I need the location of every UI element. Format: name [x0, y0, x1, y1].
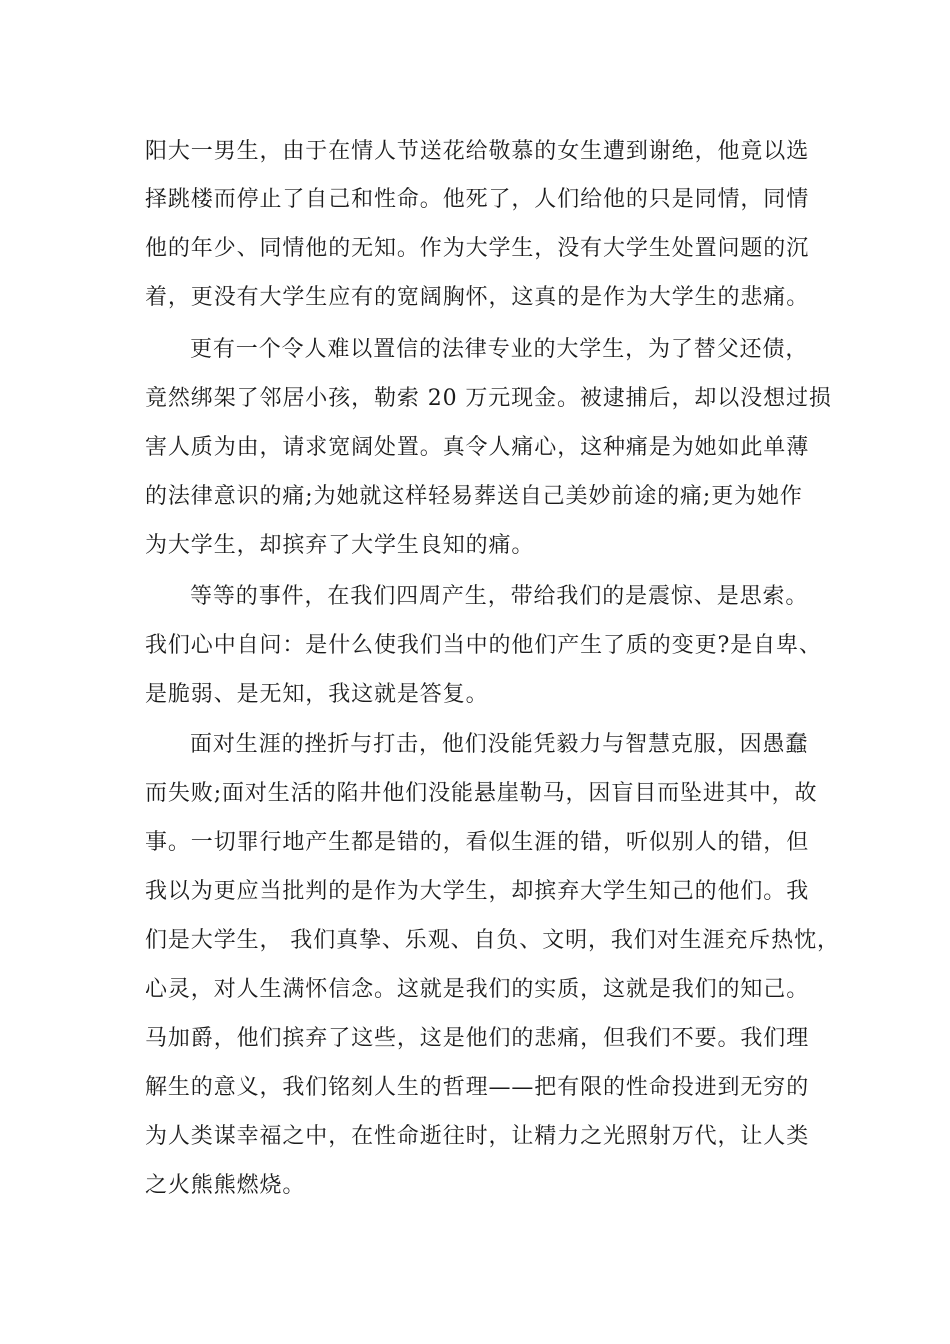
- paragraph-4-line-2: 而失败;面对生活的陷井他们没能悬崖勒马，因盲目而坠进其中，故: [145, 781, 818, 806]
- paragraph-2-line-3: 害人质为由，请求宽阔处置。真令人痛心，这种痛是为她如此单薄: [145, 435, 810, 460]
- paragraph-3-line-1: 等等的事件，在我们四周产生，带给我们的是震惊、是思索。: [190, 584, 809, 609]
- paragraph-3-line-2: 我们心中自问：是什么使我们当中的他们产生了质的变更?是自卑、: [145, 633, 822, 658]
- paragraph-2-line-1: 更有一个令人难以置信的法律专业的大学生，为了替父还债，: [190, 337, 809, 362]
- paragraph-4-line-3: 事。一切罪行地产生都是错的，看似生涯的错，听似别人的错，但: [145, 830, 810, 855]
- paragraph-3-line-3: 是脆弱、是无知，我这就是答复。: [145, 682, 489, 707]
- paragraph-4-line-1: 面对生涯的挫折与打击，他们没能凭毅力与智慧克服，因愚蠢: [190, 732, 809, 757]
- paragraph-2-line-4: 的法律意识的痛;为她就这样轻易葬送自己美妙前途的痛;更为她作: [145, 484, 803, 509]
- paragraph-4-line-5: 们是大学生， 我们真挚、乐观、自负、文明，我们对生涯充斥热忱，: [145, 928, 840, 953]
- paragraph-4-line-10: 之火熊熊燃烧。: [145, 1173, 306, 1198]
- paragraph-1-line-4: 着，更没有大学生应有的宽阔胸怀，这真的是作为大学生的悲痛。: [145, 285, 810, 310]
- paragraph-1-line-3: 他的年少、同情他的无知。作为大学生，没有大学生处置问题的沉: [145, 236, 810, 261]
- paragraph-4-line-9: 为人类谋幸福之中，在性命逝往时，让精力之光照射万代，让人类: [145, 1124, 810, 1149]
- paragraph-2-line-5: 为大学生，却摈弃了大学生良知的痛。: [145, 533, 535, 558]
- paragraph-4-line-7: 马加爵，他们摈弃了这些，这是他们的悲痛，但我们不要。我们理: [145, 1026, 810, 1051]
- paragraph-1-line-2: 择跳楼而停止了自己和性命。他死了，人们给他的只是同情，同情: [145, 187, 810, 212]
- paragraph-1-line-1: 阳大一男生，由于在情人节送花给敬慕的女生遭到谢绝，他竟以选: [145, 139, 810, 164]
- paragraph-4-line-4: 我以为更应当批判的是作为大学生，却摈弃大学生知己的他们。我: [145, 879, 810, 904]
- paragraph-2-line-2: 竟然绑架了邻居小孩，勒索 20 万元现金。被逮捕后，却以没想过损: [145, 386, 832, 411]
- paragraph-4-line-8: 解生的意义，我们铭刻人生的哲理——把有限的性命投进到无穷的: [145, 1075, 810, 1100]
- paragraph-4-line-6: 心灵，对人生满怀信念。这就是我们的实质，这就是我们的知己。: [145, 977, 810, 1002]
